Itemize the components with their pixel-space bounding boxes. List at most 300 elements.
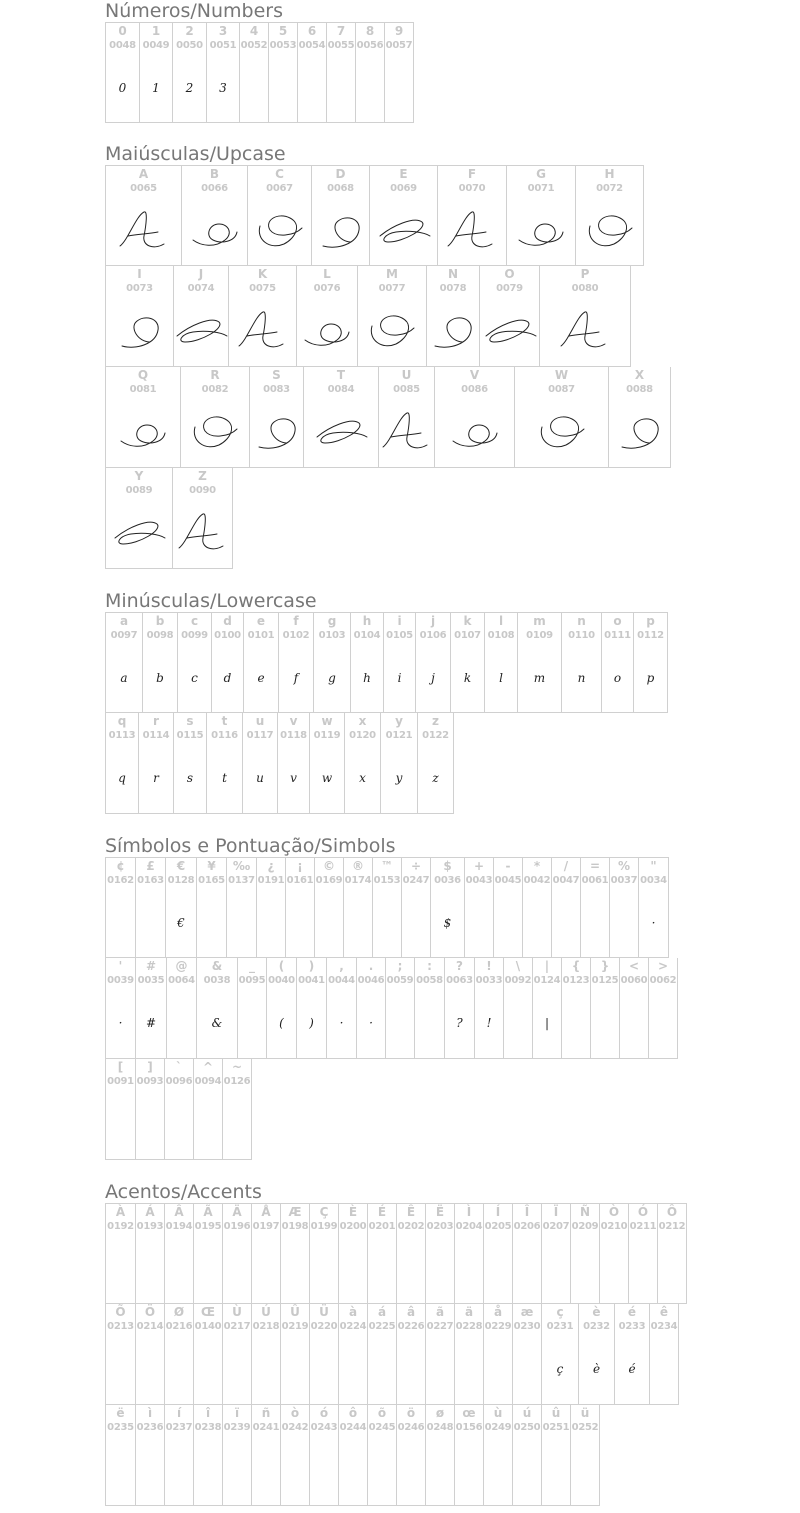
glyph-code-label: 0237	[165, 1422, 193, 1433]
glyph-cell	[415, 958, 445, 1059]
glyph-char-label: Æ	[288, 1205, 302, 1219]
glyph-row	[105, 857, 678, 958]
glyph-cell	[105, 165, 182, 266]
glyph-code-label: 0083	[263, 384, 290, 395]
glyph-code-label: 0246	[397, 1422, 425, 1433]
glyph-code-label: 0174	[344, 875, 372, 886]
glyph-char-label: í	[176, 1406, 182, 1420]
glyph-code-label: 0038	[203, 975, 231, 986]
glyph-sample-text: k	[463, 670, 472, 685]
glyph-sample	[106, 296, 173, 366]
glyph-code-label: 0217	[223, 1321, 251, 1332]
glyph-sample	[106, 1435, 135, 1505]
glyph-char-label: )	[308, 959, 315, 973]
glyph-sample	[634, 643, 667, 712]
glyph-code-label: 0203	[426, 1221, 454, 1232]
glyph-code-label: 0216	[165, 1321, 193, 1332]
glyph-char-label: "	[650, 859, 657, 873]
glyph-cell	[136, 958, 167, 1059]
glyph-sample-text: !	[486, 1016, 492, 1030]
glyph-code-label: 0094	[194, 1076, 222, 1087]
glyph-char-label: v	[289, 714, 298, 728]
glyph-code-label: 0106	[419, 630, 447, 641]
glyph-cell	[248, 165, 312, 266]
swash-glyph	[113, 407, 173, 457]
glyph-cell	[173, 468, 233, 569]
glyph-char-label: Ô	[666, 1205, 678, 1219]
glyph-cell	[426, 1203, 455, 1304]
glyph-sample	[136, 1435, 164, 1505]
glyph-char-label: ç	[556, 1305, 564, 1319]
glyph-char-label: I	[137, 267, 142, 281]
glyph-char-label: h	[362, 614, 372, 628]
glyph-cell	[165, 1059, 194, 1160]
glyph-char-label: k	[463, 614, 472, 628]
glyph-sample	[581, 888, 609, 957]
glyph-code-label: 0248	[426, 1422, 454, 1433]
glyph-sample	[240, 53, 268, 122]
glyph-sample	[609, 397, 670, 467]
glyph-code-label: 0112	[637, 630, 664, 641]
glyph-cell	[105, 367, 181, 468]
glyph-sample	[238, 988, 266, 1058]
glyph-sample	[167, 988, 196, 1058]
glyph-code-label: 0088	[626, 384, 653, 395]
swash-letter: F	[464, 220, 480, 246]
glyph-cell	[139, 713, 174, 814]
glyph-char-label: Ì	[466, 1205, 472, 1219]
glyph-sample	[384, 643, 415, 712]
glyph-char-label: Ú	[261, 1305, 271, 1319]
glyph-cell	[223, 1203, 252, 1304]
glyph-code-label: 0080	[571, 283, 599, 294]
glyph-code-label: 0251	[542, 1422, 570, 1433]
glyph-char-label: 8	[365, 24, 375, 38]
glyph-code-label: 0051	[209, 40, 237, 51]
glyph-code-label: 0212	[658, 1221, 686, 1232]
glyph-char-label: ¿	[267, 859, 275, 873]
glyph-sample	[139, 743, 173, 813]
glyph-code-label: 0065	[130, 183, 157, 194]
glyph-char-label: Ó	[637, 1205, 649, 1219]
glyph-cell	[431, 857, 465, 958]
glyph-char-label: ÷	[410, 859, 422, 873]
glyph-cell	[244, 612, 279, 713]
glyph-sample	[513, 1334, 541, 1404]
glyph-cell	[649, 958, 678, 1059]
glyph-char-label: O	[504, 267, 515, 281]
glyph-char-label: Û	[290, 1305, 300, 1319]
glyph-cell	[427, 266, 480, 367]
swash-glyph	[233, 306, 293, 356]
glyph-sample	[649, 988, 677, 1058]
glyph-char-label: .	[368, 959, 374, 973]
glyph-cell	[327, 22, 356, 123]
glyph-code-label: 0122	[422, 730, 449, 741]
glyph-cell	[639, 857, 669, 958]
glyph-code-label: 0049	[142, 40, 170, 51]
glyph-sample	[639, 888, 668, 957]
glyph-char-label: ê	[659, 1305, 669, 1319]
glyph-char-label: â	[406, 1305, 416, 1319]
glyph-cell	[368, 1304, 397, 1405]
glyph-cell	[445, 958, 475, 1059]
glyph-char-label: t	[221, 714, 228, 728]
glyph-code-label: 0162	[107, 875, 134, 886]
glyph-code-label: 0232	[583, 1321, 610, 1332]
glyph-cell	[504, 958, 533, 1059]
glyph-sample	[480, 296, 539, 366]
swash-letter: N	[443, 321, 463, 346]
glyph-char-label: Ö	[144, 1305, 156, 1319]
glyph-char-label: j	[430, 614, 436, 628]
glyph-code-label: 0197	[252, 1221, 280, 1232]
glyph-sample	[465, 888, 493, 957]
glyph-sample	[513, 1234, 541, 1303]
glyph-char-label: ô	[348, 1406, 358, 1420]
swash-letter: K	[254, 321, 271, 346]
glyph-sample	[484, 1334, 512, 1404]
glyph-cell	[238, 958, 267, 1059]
glyph-char-label: D	[335, 167, 346, 181]
glyph-sample-text: )	[309, 1016, 314, 1030]
glyph-char-label: ™	[381, 859, 393, 873]
glyph-code-label: 0227	[426, 1321, 454, 1332]
glyph-cell	[281, 1203, 310, 1304]
glyph-code-label: 0072	[596, 183, 623, 194]
glyph-sample	[106, 643, 142, 712]
glyph-sample	[620, 988, 648, 1058]
glyph-sample	[344, 888, 372, 957]
swash-glyph	[362, 306, 422, 356]
glyph-cell	[562, 958, 591, 1059]
glyph-sample	[507, 196, 575, 265]
glyph-char-label: æ	[520, 1305, 534, 1319]
glyph-sample	[207, 743, 242, 813]
glyph-sample	[327, 988, 356, 1058]
glyph-sample-text: y	[395, 771, 403, 785]
swash-glyph	[532, 407, 592, 457]
swash-glyph	[173, 508, 233, 558]
glyph-char-label: Ò	[608, 1205, 620, 1219]
glyph-row	[105, 713, 668, 814]
glyph-char-label: !	[486, 959, 492, 973]
glyph-code-label: 0242	[281, 1422, 309, 1433]
glyph-sample	[304, 397, 378, 467]
glyph-sample	[174, 743, 206, 813]
glyph-sample	[243, 743, 277, 813]
glyph-char-label: à	[348, 1305, 358, 1319]
glyph-sample-text: ?	[456, 1016, 463, 1030]
glyph-char-label: ù	[493, 1406, 503, 1420]
glyph-code-label: 0211	[629, 1221, 657, 1232]
glyph-char-label: ä	[464, 1305, 474, 1319]
glyph-code-label: 0100	[214, 630, 241, 641]
glyph-char-label: c	[190, 614, 199, 628]
glyph-sample-text: ç	[556, 1362, 564, 1376]
glyph-sample	[339, 1435, 367, 1505]
glyph-sample	[494, 888, 522, 957]
glyph-sample	[345, 743, 380, 813]
glyph-char-label: Ë	[435, 1205, 445, 1219]
glyph-char-label: e	[256, 614, 266, 628]
glyph-sample	[629, 1234, 657, 1303]
glyph-cell	[105, 1405, 136, 1506]
swash-letter: R	[206, 422, 224, 447]
glyph-char-label: R	[210, 368, 220, 382]
glyph-sample-text: v	[290, 771, 297, 785]
glyph-sample	[385, 53, 413, 122]
glyph-cell	[286, 857, 315, 958]
glyph-code-label: 0062	[649, 975, 677, 986]
glyph-code-label: 0041	[298, 975, 325, 986]
glyph-sample	[286, 888, 314, 957]
glyph-code-label: 0068	[327, 183, 354, 194]
glyph-code-label: 0137	[228, 875, 255, 886]
glyph-cell	[370, 165, 438, 266]
glyph-char-label: #	[145, 959, 157, 973]
glyph-code-label: 0109	[526, 630, 553, 641]
glyph-cell	[397, 1304, 426, 1405]
glyph-sample	[351, 643, 383, 712]
glyph-char-label: ^	[202, 1060, 214, 1074]
glyph-cell	[507, 165, 576, 266]
glyph-cell	[344, 857, 373, 958]
glyph-sample	[106, 1234, 135, 1303]
glyph-cell	[615, 1304, 650, 1405]
glyph-char-label: ¥	[207, 859, 216, 873]
glyph-sample	[173, 498, 232, 568]
glyph-char-label: X	[634, 368, 645, 382]
glyph-char-label: `	[176, 1060, 182, 1074]
swash-glyph	[442, 206, 502, 256]
glyph-char-label: }	[600, 959, 610, 973]
glyph-cell	[368, 1405, 397, 1506]
glyph-sample-text: m	[533, 670, 546, 685]
glyph-code-label: 0101	[247, 630, 275, 641]
glyph-char-label: _	[249, 959, 255, 973]
glyph-char-label: ü	[580, 1406, 590, 1420]
glyph-sample-text: o	[613, 670, 622, 685]
glyph-cell	[297, 958, 327, 1059]
glyph-char-label: g	[327, 614, 337, 628]
glyph-char-label: Á	[145, 1205, 155, 1219]
glyph-char-label: 5	[278, 24, 288, 38]
glyph-cell	[310, 713, 345, 814]
glyph-code-label: 0243	[310, 1422, 338, 1433]
swash-glyph	[377, 407, 437, 457]
glyph-sample	[136, 1234, 164, 1303]
glyph-code-label: 0120	[349, 730, 376, 741]
glyph-sample	[106, 1089, 135, 1159]
glyph-sample	[485, 643, 517, 712]
glyph-cell	[314, 612, 351, 713]
glyph-char-label: 2	[185, 24, 194, 38]
swash-letter: S	[268, 422, 285, 447]
glyph-cell	[552, 857, 581, 958]
glyph-code-label: 0153	[373, 875, 401, 886]
glyph-char-label: ë	[116, 1406, 125, 1420]
glyph-sample	[297, 988, 326, 1058]
glyph-cell	[252, 1203, 281, 1304]
glyph-cell	[620, 958, 649, 1059]
glyph-code-label: 0042	[523, 875, 551, 886]
glyph-cell	[602, 612, 634, 713]
glyph-code-label: 0057	[385, 40, 413, 51]
glyph-cell	[143, 612, 178, 713]
swash-glyph	[297, 306, 357, 356]
glyph-sample	[106, 743, 138, 813]
glyph-code-label: 0113	[108, 730, 136, 741]
glyph-sample	[542, 1435, 570, 1505]
glyph-sample-text: r	[153, 771, 159, 785]
glyph-sample-text: ·	[118, 1016, 123, 1030]
glyph-char-label: Ü	[319, 1305, 329, 1319]
glyph-code-label: 0087	[548, 384, 575, 395]
glyph-code-label: 0219	[281, 1321, 309, 1332]
glyph-sample	[397, 1234, 425, 1303]
glyph-cell	[435, 367, 515, 468]
glyph-cell	[312, 165, 370, 266]
glyph-row	[105, 165, 671, 266]
glyph-char-label: 1	[151, 24, 161, 38]
glyph-cell	[571, 1405, 600, 1506]
glyph-code-label: 0247	[402, 875, 430, 886]
glyph-code-label: 0073	[126, 283, 153, 294]
glyph-cell	[397, 1405, 426, 1506]
glyph-cell	[339, 1203, 368, 1304]
glyph-char-label: Ä	[232, 1205, 242, 1219]
glyph-cell	[223, 1405, 252, 1506]
glyph-cell	[379, 367, 435, 468]
glyph-cell	[174, 713, 207, 814]
glyph-sample-text: (	[279, 1016, 284, 1030]
swash-letter: P	[577, 321, 593, 346]
glyph-sample	[484, 1435, 512, 1505]
glyph-sample	[223, 1435, 251, 1505]
glyph-cell	[105, 1059, 136, 1160]
glyph-code-label: 0114	[142, 730, 170, 741]
glyph-code-label: 0054	[298, 40, 326, 51]
glyph-char-label: V	[469, 368, 480, 382]
swash-letter: U	[397, 422, 416, 447]
glyph-sample	[278, 743, 309, 813]
glyph-cell	[310, 1405, 339, 1506]
glyph-char-label: F	[467, 167, 477, 181]
glyph-code-label: 0107	[454, 630, 481, 641]
glyph-cell	[581, 857, 610, 958]
glyph-cell	[402, 857, 431, 958]
glyph-sample	[252, 1435, 280, 1505]
glyph-sample	[504, 988, 532, 1058]
glyph-char-label: Y	[134, 469, 144, 483]
glyph-cell	[523, 857, 552, 958]
glyph-code-label: 0206	[513, 1221, 541, 1232]
glyph-code-label: 0161	[286, 875, 314, 886]
glyph-cell	[298, 22, 327, 123]
glyph-cell	[579, 1304, 615, 1405]
glyph-code-label: 0079	[496, 283, 523, 294]
swash-glyph	[114, 206, 174, 256]
glyph-code-label: 0076	[313, 283, 341, 294]
glyph-char-label: Ç	[319, 1205, 329, 1219]
glyph-cell	[339, 1304, 368, 1405]
swash-glyph	[423, 306, 483, 356]
glyph-sample-text: a	[120, 670, 128, 685]
glyph-sample-text: #	[145, 1016, 157, 1030]
glyph-sample-text: b	[156, 670, 164, 685]
glyph-row	[105, 1304, 687, 1405]
glyph-cell	[278, 713, 310, 814]
glyph-sample	[165, 1435, 193, 1505]
glyph-cell	[518, 612, 562, 713]
glyph-cell	[167, 958, 197, 1059]
glyph-char-label: Â	[174, 1205, 184, 1219]
glyph-char-label: B	[209, 167, 220, 181]
glyph-char-label: À	[115, 1205, 126, 1219]
glyph-code-label: 0043	[465, 875, 493, 886]
glyph-code-label: 0069	[390, 183, 417, 194]
glyph-sample	[106, 988, 135, 1058]
glyph-code-label: 0169	[315, 875, 343, 886]
glyph-char-label: ©	[323, 859, 335, 873]
section-title: Símbolos e Pontuação/Simbols	[105, 835, 396, 857]
glyph-code-label: 0214	[136, 1321, 164, 1332]
glyph-char-label: <	[628, 959, 640, 973]
glyph-code-label: 0119	[313, 730, 341, 741]
glyph-cell	[368, 1203, 397, 1304]
swash-letter: Z	[194, 523, 211, 548]
glyph-sample	[610, 888, 638, 957]
glyph-sample-text: €	[177, 915, 185, 930]
glyph-sample	[312, 196, 369, 265]
glyph-sample	[562, 643, 601, 712]
glyph-row	[105, 266, 671, 367]
glyph-sample	[229, 296, 296, 366]
glyph-sample	[106, 397, 180, 467]
glyph-char-label: Ê	[406, 1205, 416, 1219]
glyph-char-label: w	[321, 714, 333, 728]
glyph-sample	[281, 1435, 309, 1505]
glyph-char-label: î	[205, 1406, 211, 1420]
upcase-section	[105, 143, 671, 569]
glyph-code-label: 0075	[249, 283, 276, 294]
swash-letter: C	[271, 220, 288, 246]
glyph-sample	[197, 888, 226, 957]
glyph-cell	[373, 857, 402, 958]
glyph-cell	[136, 1059, 165, 1160]
glyph-sample	[426, 1334, 454, 1404]
glyph-sample	[212, 643, 243, 712]
glyph-char-label: s	[186, 714, 194, 728]
swash-letter: X	[631, 422, 648, 447]
glyph-code-label: 0225	[368, 1321, 396, 1332]
glyph-char-label: 3	[218, 24, 228, 38]
swash-glyph	[610, 407, 670, 457]
glyph-cell	[455, 1405, 484, 1506]
glyph-cell	[279, 612, 314, 713]
glyph-char-label: ì	[147, 1406, 153, 1420]
glyph-sample	[136, 988, 166, 1058]
glyph-char-label: õ	[377, 1406, 387, 1420]
glyph-code-label: 0234	[650, 1321, 678, 1332]
swash-glyph	[110, 306, 170, 356]
glyph-sample	[513, 1435, 541, 1505]
glyph-sample	[415, 988, 444, 1058]
glyph-code-label: 0098	[146, 630, 174, 641]
numbers-section	[105, 0, 414, 123]
glyph-code-label: 0220	[310, 1321, 338, 1332]
